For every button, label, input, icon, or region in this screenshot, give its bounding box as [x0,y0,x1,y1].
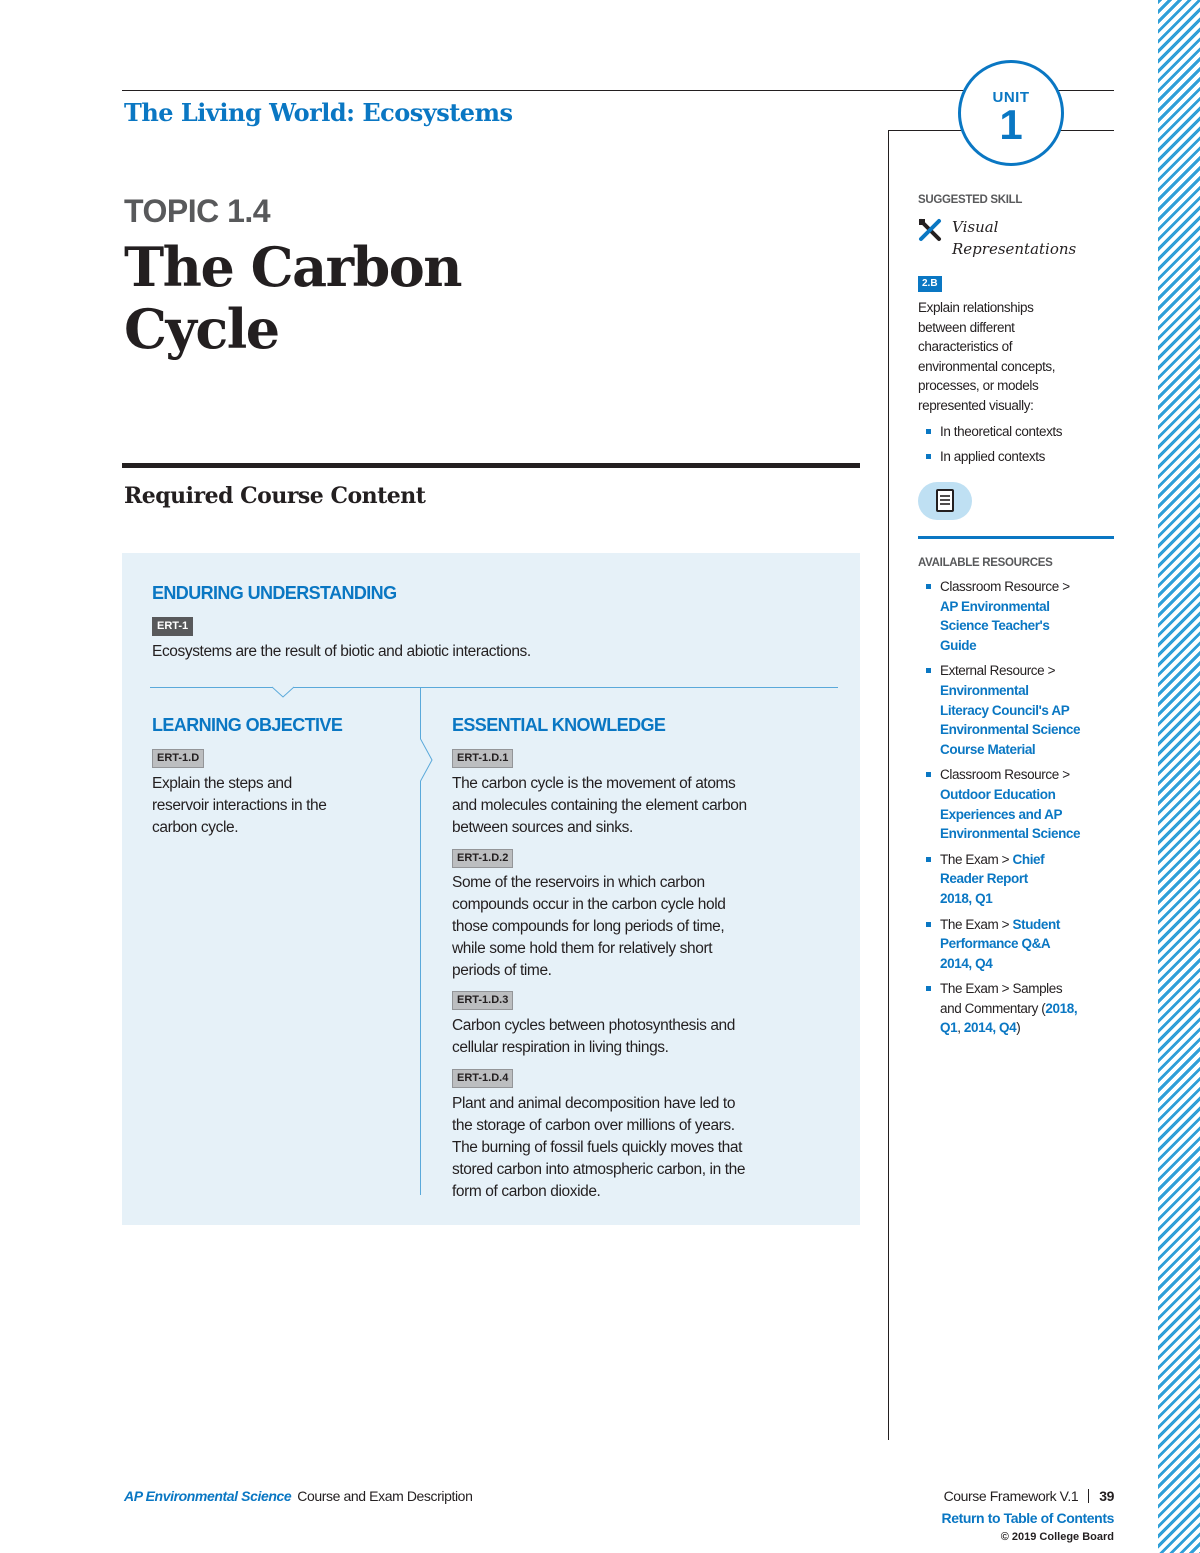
ek-code-tag: ERT-1.D.3 [452,991,513,1010]
chevron-right-icon [420,738,434,782]
ek-text [452,1015,832,1059]
text-line: Representations [952,240,1077,258]
resource-list [918,577,1118,1038]
enduring-understanding-heading: ENDURING UNDERSTANDING [152,583,397,603]
resource-type: The Exam > [940,851,1010,867]
resource-link[interactable]: Environmental Science [940,826,1081,842]
course-suffix: Course and Exam Description [297,1488,473,1504]
list-item: In theoretical contexts [918,422,1118,442]
resource-link[interactable]: Literacy Council's AP [940,702,1070,718]
text-line: Explain relationships [918,300,1034,315]
ek-code-tag: ERT-1.D.1 [452,749,513,768]
text-line: and molecules containing the element carbon [452,797,747,814]
text-line: carbon cycle. [152,819,239,836]
separator [1088,1489,1089,1503]
resource-link[interactable]: Reader Report [940,871,1028,887]
resource-link[interactable]: Chief [1012,851,1045,867]
topic-label: TOPIC 1.4 [124,193,271,229]
text-line: those compounds for long periods of time, [452,918,725,935]
available-resources-heading: AVAILABLE RESOURCES [918,557,1053,569]
text-line: Explain the steps and [152,775,292,792]
resource-item [918,765,1118,843]
topic-title [124,236,624,360]
sidebar [918,194,1118,464]
notch-arrow-icon [272,686,294,698]
resource-type: Classroom Resource > [940,767,1070,783]
unit-number: 1 [999,101,1023,148]
unit-badge [958,60,1064,166]
text-line: the storage of carbon over millions of years. [452,1117,735,1134]
resource-text: ) [1016,1020,1021,1036]
resource-item [918,915,1118,974]
resource-item [918,979,1118,1038]
text-line: Visual [952,218,999,236]
topic-title-line: Cycle [124,297,279,361]
footer-course [124,1488,472,1504]
skill-bullet-list [918,422,1118,466]
resource-type: External Resource > [940,663,1056,679]
resource-item [918,850,1118,909]
text-line: The carbon cycle is the movement of atoms [452,775,736,792]
text-line: Plant and animal decomposition have led to [452,1095,736,1112]
course-name: AP Environmental Science [124,1488,292,1504]
text-line: periods of time. [452,962,552,979]
divider-line [150,687,838,688]
text-line: form of carbon dioxide. [452,1183,601,1200]
skill-description [918,298,1108,416]
resource-link[interactable]: Student [1012,916,1060,932]
unit-title: The Living World: Ecosystems [124,98,513,127]
learning-objective-code: ERT-1.D [152,749,204,768]
learning-objective-heading: LEARNING OBJECTIVE [152,715,343,735]
text-line: while some hold them for relatively short [452,940,713,957]
page-number: 39 [1099,1488,1114,1504]
text-line: compounds occur in the carbon cycle hold [452,896,726,913]
resource-link[interactable]: Experiences and AP [940,806,1063,822]
text-line: stored carbon into atmospheric carbon, in the [452,1161,746,1178]
learning-objective-text [152,773,412,839]
skill-name [952,216,1122,260]
resource-link[interactable]: Science Teacher's [940,618,1050,634]
ek-text [452,872,832,982]
essential-knowledge-heading: ESSENTIAL KNOWLEDGE [452,715,666,735]
text-line: The burning of fossil fuels quickly moves that [452,1139,743,1156]
resource-link[interactable]: 2014, Q4 [963,1020,1017,1036]
resource-link[interactable]: Environmental [940,682,1029,698]
framework-label: Course Framework V.1 [943,1488,1079,1504]
text-line: reservoir interactions in the [152,797,327,814]
suggested-skill-heading: SUGGESTED SKILL [918,194,1023,206]
text-line: represented visually: [918,397,1034,413]
skill-code-tag: 2.B [918,276,942,292]
crossed-tools-icon [918,218,942,242]
sidebar-rule [918,536,1114,539]
enduring-code-tag: ERT-1 [152,617,193,636]
text-line: cellular respiration in living things. [452,1039,669,1056]
resource-link[interactable]: 2014, Q4 [940,955,993,971]
resource-link[interactable]: Outdoor Education [940,786,1056,802]
text-line: Carbon cycles between photosynthesis and [452,1017,735,1034]
resource-link[interactable]: Environmental Science [940,722,1081,738]
unit-label: UNIT [992,89,1030,106]
resource-item [918,577,1118,655]
resource-type: Classroom Resource > [940,579,1070,594]
text-line: characteristics of [918,339,1013,355]
section-rule [122,463,860,468]
copyright: © 2019 College Board [1000,1531,1114,1543]
sidebar-divider [888,130,889,1440]
resource-item [918,661,1118,759]
ek-code-tag: ERT-1.D.4 [452,1069,513,1088]
resource-type: The Exam > [940,916,1010,932]
toc-link[interactable]: Return to Table of Contents [941,1510,1114,1526]
resource-link[interactable]: AP Environmental [940,598,1050,614]
ek-text [452,1093,832,1203]
resource-link[interactable]: Guide [940,637,977,653]
ek-text [452,773,832,839]
ek-code-tag: ERT-1.D.2 [452,849,513,868]
resource-text: , [957,1020,964,1036]
resource-link[interactable]: Performance Q&A [940,936,1051,952]
resource-type: The Exam > Samples [940,981,1063,997]
course-content-box [122,553,860,1225]
text-line: between sources and sinks. [452,819,633,836]
decorative-stripe-border [1158,0,1200,1553]
text-line: processes, or models [918,378,1039,394]
topic-title-line: The Carbon [124,235,462,299]
footer-page-info [944,1488,1114,1504]
document-icon-badge[interactable] [918,482,972,520]
resource-link[interactable]: Q1 [940,1020,958,1036]
text-line: Some of the reservoirs in which carbon [452,874,705,891]
list-item: In applied contexts [918,447,1118,467]
resource-link[interactable]: 2018, Q1 [940,890,993,906]
resource-text: and Commentary ( [940,1000,1046,1016]
text-line: between different [918,319,1015,335]
required-content-heading: Required Course Content [124,483,426,509]
document-icon [918,482,972,520]
resource-link[interactable]: 2018, [1045,1000,1078,1016]
enduring-text: Ecosystems are the result of biotic and abiotic interactions. [152,643,531,660]
resource-link[interactable]: Course Material [940,741,1036,757]
text-line: environmental concepts, [918,358,1056,374]
